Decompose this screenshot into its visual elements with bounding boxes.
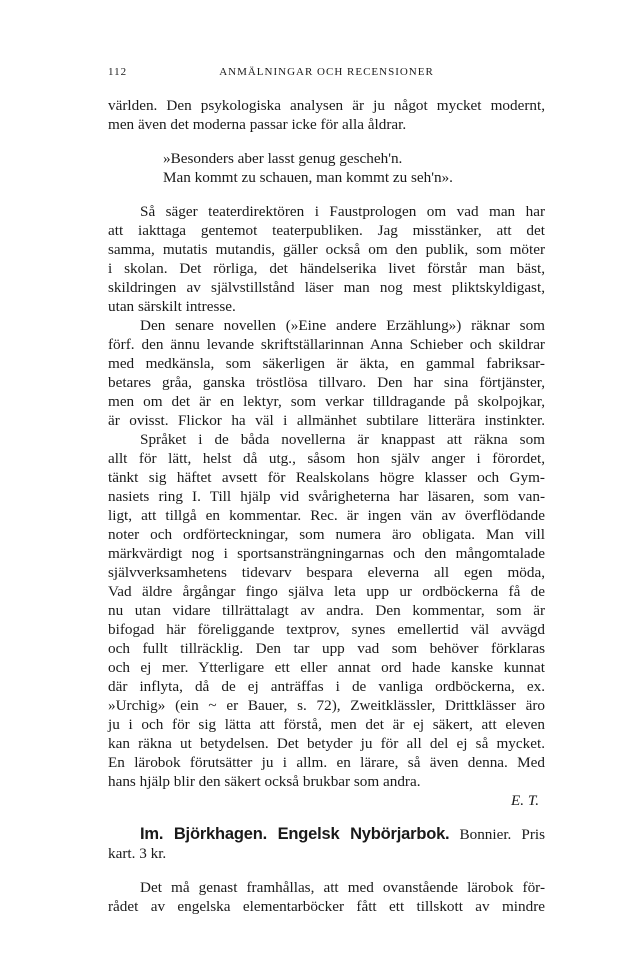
text-line: betares gråa, ganska tröstlösa tillvaro. Den har sina förtjänster, <box>108 374 545 391</box>
text-line: »Urchig» (ein ~ er Bauer, s. 72), Zweitklässler, Drittklässer äro <box>108 697 545 714</box>
text-line: där inflyta, då de ej anträffas i de vanliga ordböckerna, ex. <box>108 678 545 695</box>
text-line: utan särskilt intresse. <box>108 298 236 315</box>
page-body <box>108 96 545 916</box>
book-title: Im. Björkhagen. Engelsk Nybörjarbok. <box>140 825 450 843</box>
text-line: allt för lätt, helst då utg., såsom hon själv anger i förordet, <box>108 450 545 467</box>
text-line: bifogad här föreliggande textprov, synes emellertid väl avvägd <box>108 621 545 638</box>
text-line: att iakttaga gentemot teaterpubliken. Jag misstänker, att det <box>108 222 545 239</box>
review-heading-line <box>108 825 545 844</box>
paragraph-gap <box>108 863 545 878</box>
text-line: skildringen av självstillstånd läser man nog mest pliktskyldigast, <box>108 279 545 296</box>
text-line: ju i och för sig lätta att förstå, men det är ej säkert, att eleven <box>108 716 545 733</box>
text-line: i skolan. Det rörliga, det händelserika livet förstår man bäst, <box>108 260 545 277</box>
paragraph-gap <box>108 810 545 825</box>
publisher-price: Bonnier. Pris <box>459 826 546 843</box>
signature: E. T. <box>511 792 539 809</box>
text-line: men även det moderna passar icke för alla åldrar. <box>108 116 407 133</box>
text-line: kan räkna ut betydelsen. Det betyder ju för all del ej så mycket. <box>108 735 545 752</box>
text-line: kart. 3 kr. <box>108 845 167 862</box>
text-line: med medkänsla, som säkerligen är äkta, en gammal fabriksar- <box>108 355 545 372</box>
text-line: »Besonders aber lasst genug gescheh'n. <box>163 150 403 167</box>
text-line: En lärobok förutsätter ju i allm. en lärare, så även denna. Med <box>108 754 545 771</box>
text-line: och fullt tillräcklig. Den tar upp vad som behöver förklaras <box>108 640 545 657</box>
text-line: Den senare novellen (»Eine andere Erzählung») räknar som <box>140 317 545 334</box>
text-line: nasiets ring I. Till hjälp vid svårigheterna har läsaren, som van- <box>108 488 545 505</box>
text-line: märkvärdigt nog i sportsansträngningarnas och den mångomtalade <box>108 545 545 562</box>
text-line: världen. Den psykologiska analysen är ju något mycket modernt, <box>108 97 545 114</box>
text-line: Man kommt zu schauen, man kommt zu seh'n». <box>163 169 453 186</box>
text-line: självverksamhetens tidevarv bespara eleverna all egen möda, <box>108 564 545 581</box>
text-line: Det må genast framhållas, att med ovanstående lärobok för- <box>140 879 545 896</box>
text-line: rådet av engelska elementarböcker fått ett tillskott av mindre <box>108 898 545 915</box>
text-line: och ej mer. Ytterligare ett eller annat ord hade kanske kunnat <box>108 659 545 676</box>
text-line: är ovisst. Flickor ha väl i allmänhet subtilare litterära instinkter. <box>108 412 545 429</box>
text-line: förf. den ännu levande skriftställarinnan Anna Schieber och skildrar <box>108 336 545 353</box>
text-line: Språket i de båda novellerna är knappast att räkna som <box>140 431 545 448</box>
text-line: nu utan vidare tillrättalagt av andra. Den kommentar, som är <box>108 602 545 619</box>
text-line: tänkt sig häftet avsett för Realskolans högre klasser och Gym- <box>108 469 545 486</box>
text-line: hans hjälp blir den säkert också brukbar som andra. <box>108 773 421 790</box>
text-line: noter och ordförteckningar, som numera äro obligata. Man vill <box>108 526 545 543</box>
text-line: ligt, att tillgå en kommentar. Rec. är ingen vän av överflödande <box>108 507 545 524</box>
running-header <box>108 66 545 82</box>
paragraph-gap <box>108 134 545 149</box>
running-title: ANMÄLNINGAR OCH RECENSIONER <box>219 66 434 78</box>
paragraph-gap <box>108 187 545 202</box>
text-line: men om det är en lektyr, som verkar tilldragande på skolpojkar, <box>108 393 545 410</box>
page-number: 112 <box>108 66 128 78</box>
text-line: samma, mutatis mutandis, gäller också om den publik, som möter <box>108 241 545 258</box>
text-line: Så säger teaterdirektören i Faustprologen om vad man har <box>140 203 545 220</box>
text-line: Vad äldre årgångar fingo själva leta upp ur ordböckerna få de <box>108 583 545 600</box>
